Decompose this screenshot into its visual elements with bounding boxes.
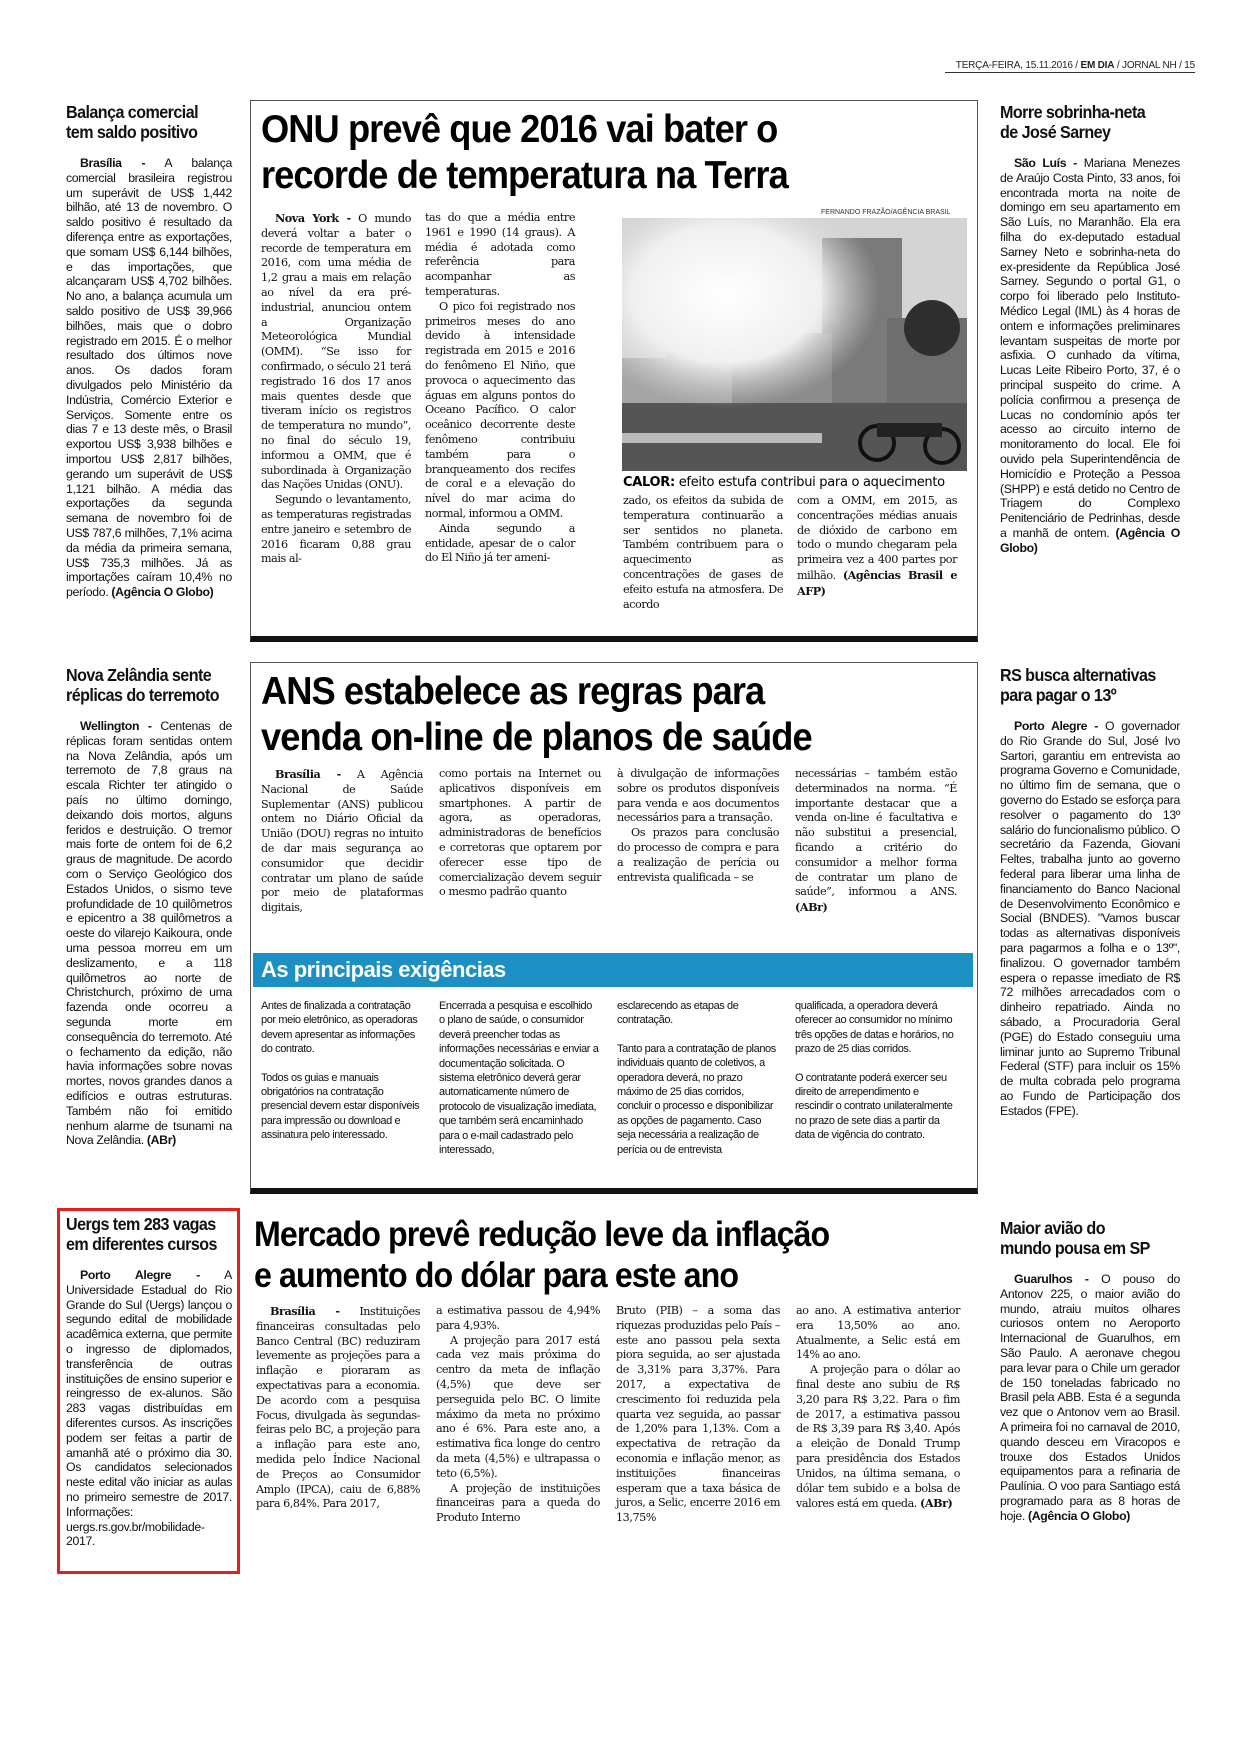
brief-antonov [1000,1218,1180,1524]
story-onu-temperatura [250,100,978,642]
brief-title: Balança comercial tem saldo positivo [66,102,199,142]
story-column: como portais na Internet ou aplicativos disponíveis em smartphones. A partir de agora, as operadoras, administradoras de benefícios e corretoras que optarem por oferecer esse tipo de comercialização devem seguir o mesmo padrão quanto [439,767,601,899]
story-body [261,767,957,916]
brief-nova-zelandia [66,665,232,1148]
story-column: ao ano. A estimativa anterior era 13,50% ao ano. Atualmente, a Selic está em 14% ao ano. A projeção para o dólar ao final deste ano subiu de R$ 3,20 para R$ 3,22. Para o fim de 2017, a estimativa passou de R$ 3,39 para R$ 3,40. Após a eleição de Donald Trump para presidência dos Estados Unidos, na última semana, o dólar tem subido e a bolsa de valores está em queda. (ABr) [796,1304,960,1511]
brief-title: RS busca alternativas para pagar o 13º [1000,665,1156,705]
story-column: tas do que a média entre 1961 e 1990 (14 graus). A média é adotada como referência para acompanhar as temperaturas. O pico foi registrado nos primeiros meses do ano devido à intensidade registrada em 2015 e 2016 do fenômeno El Niño, que provoca o aquecimento das águas em alguns pontos do Oceano Pacífico. O calor oceânico decorrente deste fenômeno contribuiu também para o branqueamento dos recifes de coral e a elevação do nível do mar acima do normal, informou a OMM. Ainda segundo a entidade, apesar de o calor do El Niño já ter ameni- [425,211,575,565]
brief-title: Morre sobrinha-neta de José Sarney [1000,102,1146,142]
story-headline: Mercado prevê redução leve da inflação e aumento do dólar para este ano [254,1215,830,1295]
story-column: necessárias – também estão determinados na norma. “É importante destacar que a venda on-line é facultativa e não substitui a presencial, ficando a critério do consumidor a melhor forma de contratar um plano de saúde”, informou a ANS. (ABr) [795,767,957,915]
story-column: a estimativa passou de 4,94% para 4,93%. A projeção para 2017 está cada vez mais próxima do centro da meta de inflação (4,5%) que deve ser perseguida pelo BC. O limite máximo da meta no próximo ano é 6%. Para este ano, a estimativa fica longe do centro da meta (4,5%) e ultrapassa o teto (6,5%). A projeção de instituições financeiras para a queda do Produto Interno [436,1304,600,1525]
brief-uergs [66,1214,232,1549]
brief-body: Guarulhos - O pouso do Antonov 225, o maior avião do mundo, atraiu muitos olhares curiosos ontem no Aeroporto Internacional de Guarulhos, em São Paulo. A aeronave chegou para levar para o Chile um gerador de 150 toneladas fabricado no Brasil pela ABB. Esta é a segunda vez que o Antonov vem ao Brasil. A primeira foi no carnaval de 2010, quando desceu em Viracopos e trouxe dos Estados Unidos equipamentos para a refinaria de Paulínia. O voo para Santiago está programado para as 8 horas de hoje. (Agência O Globo) [1000,1272,1180,1523]
brief-body: Porto Alegre - A Universidade Estadual do Rio Grande do Sul (Uergs) lançou o segundo edital de mobilidade acadêmica externa, que permite o ingresso de diplomados, transferência de outras instituições de ensino superior e reingresso de ex-alunos. São 283 vagas distribuídas em diferentes cursos. As inscrições podem ser feitas a partir de amanhã até o próximo dia 30. Os candidatos selecionados neste edital vão iniciar as aulas no primeiro semestre de 2017. Informações: uergs.rs.gov.br/mobilidade-2017. [66,1268,233,1549]
brief-body: São Luís - Mariana Menezes de Araújo Costa Pinto, 33 anos, foi encontrada morta na noite de domingo em seu apartamento em São Luís, no Maranhão. Ela era filha do ex-deputado estadual Sarney Neto e sobrinha-neta do ex-presidente da República José Sarney. Segundo o portal G1, o corpo foi liberado pelo Instituto-Médico Legal (IML) às 4 horas de ontem e informações preliminares levantam suspeitas de morte por asfixia. O cunhado da vítima, Lucas Leite Ribeiro Porto, 37, é o principal suspeito do crime. A polícia confirmou a presença de Lucas no condomínio após ter acesso ao circuito interno de monitoramento do local. Ele foi ouvido pela Superintendência de Homicídio e Proteção a Pessoa (SHPP) e está detido no Centro de Triagem do Complexo Penitenciário de Pedrinhas, desde a manhã de ontem. (Agência O Globo) [1000,156,1180,555]
photo-caption: CALOR: efeito estufa contribui para o aquecimento [623,475,945,490]
brief-body: Wellington - Centenas de réplicas foram sentidas ontem na Nova Zelândia, após um terremoto de 7,8 graus na escala Richter ter atingido o país no último domingo, deixando dois mortos, alguns feridos e destruição. O tremor mais forte de ontem foi de 6,2 graus de magnitude. De acordo com o Serviço Geológico dos Estados Unidos, o sismo teve profundidade de 10 quilômetros e epicentro a 38 quilômetros a oeste do vilarejo Kaikoura, onde uma pessoa morreu em um deslizamento, e a 118 quilômetros ao norte de Christchurch, próximo de uma fazenda onde ocorreu a segunda morte em consequência do terremoto. Até o fechamento da edição, não havia informações sobre novas mortes, novos grandes danos a edifícios e outras estruturas. Também não foi emitido nenhum alarme de tsunami na Nova Zelândia. (ABr) [66,719,232,1148]
page-folio [945,60,1195,73]
story-column: zado, os efeitos da subida de temperatura continuarão a ser sentidos no planeta. Também contribuem para o aquecimento as concentrações de gases de efeito estufa na atmosfera. De acordo [623,494,783,611]
brief-title: Nova Zelândia sente réplicas do terremoto [66,665,220,705]
folio-section: EM DIA [1080,60,1115,71]
brief-title: Uergs tem 283 vagas em diferentes cursos [66,1214,217,1254]
photo-image [622,218,967,471]
story-column: Bruto (PIB) – a soma das riquezas produzidas pelo País – este ano passou pela sexta piora seguida, ao ser ajustada de 3,31% para 3,37%. Para 2017, a expectativa de crescimento foi reduzida pela quarta vez seguida, ao passar de 1,20% para 1,13%. Com a expectativa de retração da economia e inflação menor, as instituições financeiras esperam que a taxa básica de juros, a Selic, encerre 2016 em 13,75% [616,1304,780,1525]
story-body [261,211,575,567]
story-mercado-inflacao [250,1214,980,1574]
infobox-title: As principais exigências [253,953,973,987]
infobox-column: esclarecendo as etapas de contratação. Tanto para a contratação de planos individuais quanto de coletivos, a operadora deverá, no prazo máximo de 25 dias corridos, concluir o processo e disponibilizar as opções de pagamento. Caso seja necessária a realização de perícia ou de entrevista [617,1000,776,1156]
story-column: à divulgação de informações sobre os produtos disponíveis para venda e aos documentos necessários para a transação. Os prazos para conclusão do processo de compra e para a realização de perícia ou entrevista qualificada – se [617,767,779,884]
brief-body: Porto Alegre - O governador do Rio Grande do Sul, José Ivo Sartori, garantiu em entrevista ao programa Governo e Comunidade, no último fim de semana, que o governo do Estado se esforça para resolver o pagamento do 13º salário do funcionalismo público. O secretário da Fazenda, Giovani Feltes, trabalha junto ao governo federal para liberar uma linha de financiamento do Banco Nacional de Desenvolvimento Econômico e Social (BNDES). "Vamos buscar todas as alternativas disponíveis para pagarmos a folha e o 13º", finalizou. O governador também espera o repasse imediato de R$ 72 milhões arrecadados com o dinheiro repatriado. Ainda no sábado, a Procuradoria Geral (PGE) do Estado conseguiu uma liminar junto ao Supremo Tribunal Federal (STF) para incluir os 15% de multa cobrada pelo programa ao Fundo de Participação dos Estados (FPE). [1000,719,1180,1118]
story-body [256,1304,960,1526]
photo-credit: FERNANDO FRAZÃO/AGÊNCIA BRASIL [821,209,951,216]
story-headline: ANS estabelece as regras para venda on-line de planos de saúde [261,670,812,759]
photo-heat-city [622,218,967,471]
story-ans-planos [250,662,978,1194]
story-column: Brasília - Instituições financeiras consultadas pelo Banco Central (BC) reduziram levemente as projeções para a inflação e pioraram as expectativas para a economia. De acordo com a pesquisa Focus, divulgada às segundas-feiras pelo BC, a projeção para a inflação para este ano, medida pelo Índice Nacional de Preços ao Consumidor Amplo (IPCA), caiu de 6,88% para 6,84%. Para 2017, [256,1304,421,1511]
infobox-column: Encerrada a pesquisa e escolhido o plano de saúde, o consumidor deverá preencher todas as informações necessárias e enviar a documentação solicitada. O sistema eletrônico deverá gerar automaticamente número de protocolo de visualização imediata, que também será encaminhado para o e-mail cadastrado pelo interessado, [439,1000,599,1157]
infobox-columns [261,999,955,1171]
story-column: com a OMM, em 2015, as concentrações médias anuais de dióxido de carbono em todo o mundo chegaram pela primeira vez a 400 partes por milhão. (Agências Brasil e AFP) [797,494,957,598]
folio-paper: / JORNAL NH / 15 [1116,60,1195,71]
brief-sarney [1000,102,1180,556]
brief-title: Maior avião do mundo pousa em SP [1000,1218,1150,1258]
brief-balanca [66,102,232,600]
story-body-continued [623,494,957,612]
story-column: Brasília - A Agência Nacional de Saúde Suplementar (ANS) publicou ontem no Diário Oficial da União (DOU) regras no intuito de dar mais segurança ao consumidor que decidir contratar um plano de saúde por meio de plataformas digitais, [261,767,424,915]
brief-body: Brasília - A balança comercial brasileira registrou um superávit de US$ 1,442 bilhão, até 13 de novembro. O saldo positivo é resultado da diferença entre as exportações, que somam US$ 6,144 bilhões, e das importações, que alcançaram US$ 4,702 bilhões. No ano, a balança acumula um saldo positivo de US$ 39,966 bilhões, mais que o dobro registrado em 2015. É o melhor resultado dos últimos nove anos. Os dados foram divulgados pelo Ministério da Indústria, Comércio Exterior e Serviços. Somente entre os dias 7 e 13 deste mês, o Brasil exportou US$ 3,938 bilhões e importou US$ 2,817 bilhões, gerando um superávit de US$ 1,121 bilhão. A média das exportações da segunda semana de novembro foi de US$ 787,6 milhões, 7,1% acima da média da primeira semana, US$ 735,3 milhões. Já as importações caíram 10,4% no período. (Agência O Globo) [66,156,233,600]
infobox-column: qualificada, a operadora deverá oferecer ao consumidor no mínimo três opções de datas e horários, no prazo de 25 dias corridos. O contratante poderá exercer seu direito de arrependimento e rescindir o contrato unilateralmente no prazo de sete dias a partir da data de vigência do contrato. [795,1000,954,1142]
story-headline: ONU prevê que 2016 vai bater o recorde de temperatura na Terra [261,108,788,197]
folio-date: TERÇA-FEIRA, 15.11.2016 / [955,60,1078,71]
brief-rs-13 [1000,665,1180,1119]
infobox-column: Antes de finalizada a contratação por meio eletrônico, as operadoras devem apresentar as informações do contrato. Todos os guias e manuais obrigatórios na contratação presencial devem estar disponíveis para impressão ou download e assinatura pelo interessado. [261,1000,420,1142]
story-column: Nova York - O mundo deverá voltar a bater o recorde de temperatura em 2016, com uma média de 1,2 grau a mais em relação ao nível da era pré-industrial, anunciou ontem a Organização Meteorológica Mundial (OMM). “Se isso for confirmado, o século 21 terá registrado 16 dos 17 anos mais quentes desde que tiveram início os registros de temperatura no mundo”, no final do século 19, informou a OMM, que é subordinada à Organização das Nações Unidas (ONU). Segundo o levantamento, as temperaturas registradas entre janeiro e setembro de 2016 ficaram 0,88 grau mais al- [261,211,412,566]
